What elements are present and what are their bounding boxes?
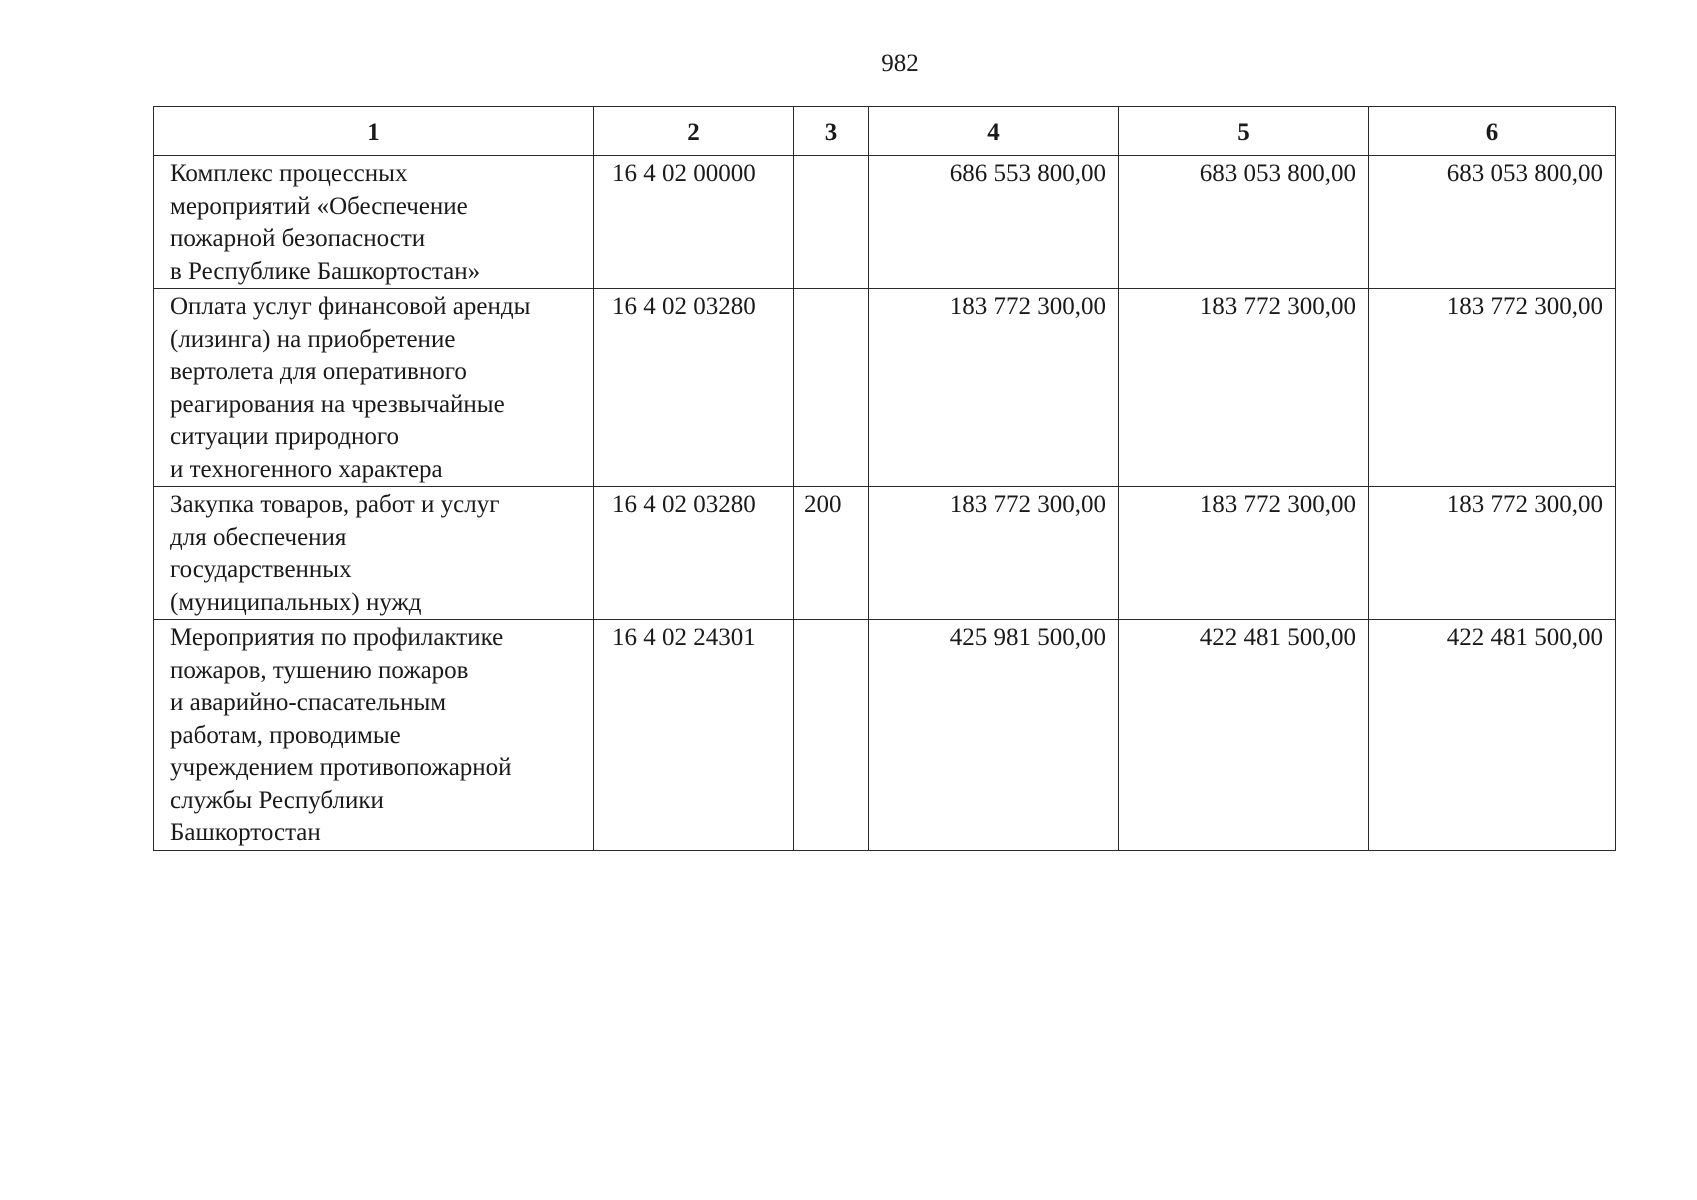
column-header: 5	[1119, 107, 1369, 156]
row-amount-cell: 683 053 800,00	[1119, 156, 1369, 289]
row-type-cell: 200	[794, 487, 869, 620]
row-type-cell	[794, 156, 869, 289]
row-name-line: учреждением противопожарной	[170, 754, 512, 781]
row-name-line: и аварийно-спасательным	[170, 689, 447, 716]
row-amount-cell: 183 772 300,00	[1119, 487, 1369, 620]
row-name-line: Комплекс процессных	[170, 160, 408, 187]
row-amount-cell: 683 053 800,00	[1369, 156, 1616, 289]
row-amount-cell: 183 772 300,00	[1369, 487, 1616, 620]
row-amount-cell: 183 772 300,00	[1119, 289, 1369, 487]
row-name-line: (лизинга) на приобретение	[170, 325, 456, 353]
row-name-line: (муниципальных) нужд	[170, 588, 422, 616]
row-name-line: Оплата услуг финансовой аренды	[170, 293, 531, 320]
row-amount-cell: 183 772 300,00	[869, 289, 1119, 487]
column-header: 4	[869, 107, 1119, 156]
row-amount-cell: 183 772 300,00	[1369, 289, 1616, 487]
table-row	[154, 289, 1616, 487]
row-name-cell	[154, 620, 594, 851]
row-name-line: реагирования на чрезвычайные	[170, 390, 505, 418]
row-amount-cell: 422 481 500,00	[1119, 620, 1369, 851]
row-amount-cell: 686 553 800,00	[869, 156, 1119, 289]
row-name-line: пожарной безопасности	[170, 225, 426, 252]
row-name-line: государственных	[170, 556, 352, 583]
row-name-line: работам, проводимые	[170, 721, 401, 749]
row-name-cell	[154, 289, 594, 487]
table-body	[154, 156, 1616, 851]
row-name-line: и техногенного характера	[170, 455, 443, 483]
page-number: 982	[881, 50, 919, 77]
row-name-cell	[154, 487, 594, 620]
row-amount-cell: 425 981 500,00	[869, 620, 1119, 851]
row-amount-cell: 183 772 300,00	[869, 487, 1119, 620]
row-name-line: пожаров, тушению пожаров	[170, 656, 469, 684]
column-header: 3	[794, 107, 869, 156]
row-name-line: в Республике Башкортостан»	[170, 257, 481, 285]
row-amount-cell: 422 481 500,00	[1369, 620, 1616, 851]
row-name-line: Мероприятия по профилактике	[170, 624, 504, 651]
row-code-cell: 16 4 02 24301	[594, 620, 794, 851]
row-type-cell	[794, 620, 869, 851]
row-name-line: Башкортостан	[170, 819, 321, 846]
column-header: 6	[1369, 107, 1616, 156]
row-name-line: мероприятий «Обеспечение	[170, 192, 468, 220]
row-name-line: для обеспечения	[170, 523, 347, 551]
row-name-line: службы Республики	[170, 786, 384, 814]
row-code-cell: 16 4 02 03280	[594, 487, 794, 620]
row-name-line: ситуации природного	[170, 423, 399, 450]
row-name-line: Закупка товаров, работ и услуг	[170, 491, 500, 518]
table-row	[154, 156, 1616, 289]
table-row	[154, 620, 1616, 851]
row-code-cell: 16 4 02 00000	[594, 156, 794, 289]
row-name-cell	[154, 156, 594, 289]
table-header-row	[154, 107, 1616, 156]
budget-table	[153, 106, 1616, 851]
row-name-line: вертолета для оперативного	[170, 358, 467, 385]
row-code-cell: 16 4 02 03280	[594, 289, 794, 487]
column-header: 1	[154, 107, 594, 156]
row-type-cell	[794, 289, 869, 487]
column-header: 2	[594, 107, 794, 156]
table-row	[154, 487, 1616, 620]
